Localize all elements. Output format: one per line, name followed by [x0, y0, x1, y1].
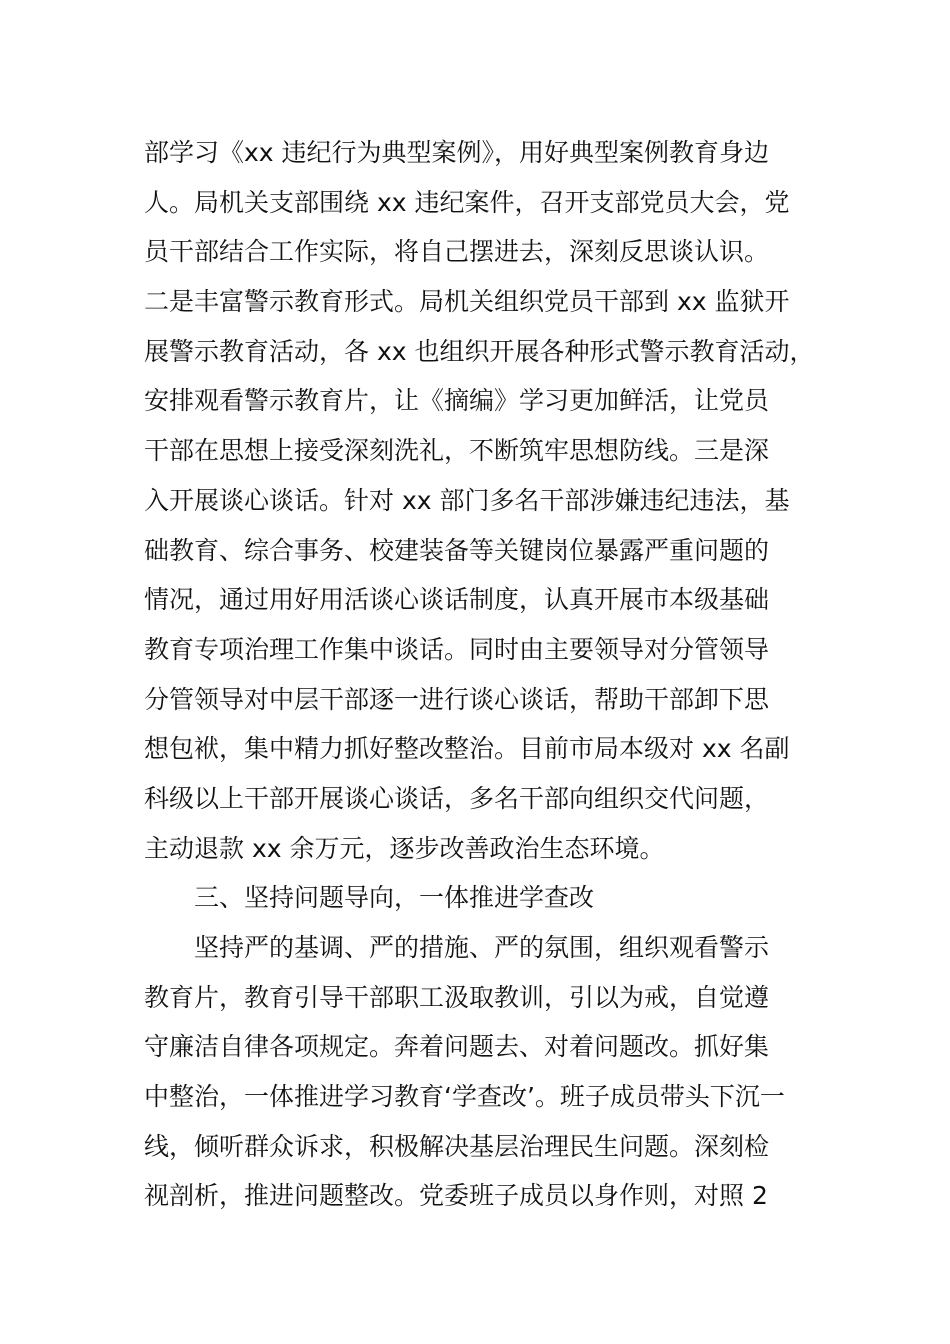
- paragraph-line: 守廉洁自律各项规定。奔着问题去、对着问题改。抓好集: [144, 1032, 770, 1062]
- paragraph-line: 人。局机关支部围绕 xx 违纪案件，召开支部党员大会，党: [144, 187, 790, 217]
- paragraph-line: 线，倾听群众诉求，积极解决基层治理民生问题。深刻检: [144, 1131, 770, 1161]
- paragraph-line: 安排观看警示教育片，让《摘编》学习更加鲜活，让党员: [144, 386, 770, 416]
- paragraph-line: 分管领导对中层干部逐一进行谈心谈话，帮助干部卸下思: [144, 684, 770, 714]
- paragraph-line: 科级以上干部开展谈心谈话，多名干部向组织交代问题，: [144, 783, 770, 813]
- paragraph-2: [144, 923, 824, 1221]
- paragraph-line: 员干部结合工作实际，将自己摆进去，深刻反思谈认识。: [144, 237, 770, 267]
- document-body: [144, 128, 824, 1221]
- paragraph-line: 坚持严的基调、严的措施、严的氛围，组织观看警示: [194, 933, 770, 962]
- paragraph-line: 情况，通过用好用活谈心谈话制度，认真开展市本级基础: [144, 585, 770, 615]
- paragraph-1: [144, 128, 824, 873]
- paragraph-line: 展警示教育活动，各 xx 也组织开展各种形式警示教育活动，: [144, 336, 815, 366]
- paragraph-line: 干部在思想上接受深刻洗礼，不断筑牢思想防线。三是深: [144, 436, 770, 466]
- paragraph-line: 想包袱，集中精力抓好整改整治。目前市局本级对 xx 名副: [144, 734, 790, 764]
- paragraph-line: 中整治，一体推进学习教育‘学查改’。班子成员带头下沉一: [144, 1082, 785, 1112]
- paragraph-line: 教育片，教育引导干部职工汲取教训，引以为戒，自觉遵: [144, 982, 770, 1012]
- section-heading: 三、坚持问题导向，一体推进学查改: [194, 883, 595, 913]
- paragraph-line: 二是丰富警示教育形式。局机关组织党员干部到 xx 监狱开: [144, 287, 790, 317]
- paragraph-line: 主动退款 xx 余万元，逐步改善政治生态环境。: [144, 833, 665, 863]
- paragraph-line: 视剖析，推进问题整改。党委班子成员以身作则，对照 2: [144, 1181, 768, 1211]
- paragraph-line: 教育专项治理工作集中谈话。同时由主要领导对分管领导: [144, 634, 770, 664]
- paragraph-line: 础教育、综合事务、校建装备等关键岗位暴露严重问题的: [144, 535, 770, 565]
- paragraph-line: 部学习《xx 违纪行为典型案例》，用好典型案例教育身边: [144, 138, 770, 167]
- paragraph-line: 入开展谈心谈话。针对 xx 部门多名干部涉嫌违纪违法，基: [144, 485, 790, 515]
